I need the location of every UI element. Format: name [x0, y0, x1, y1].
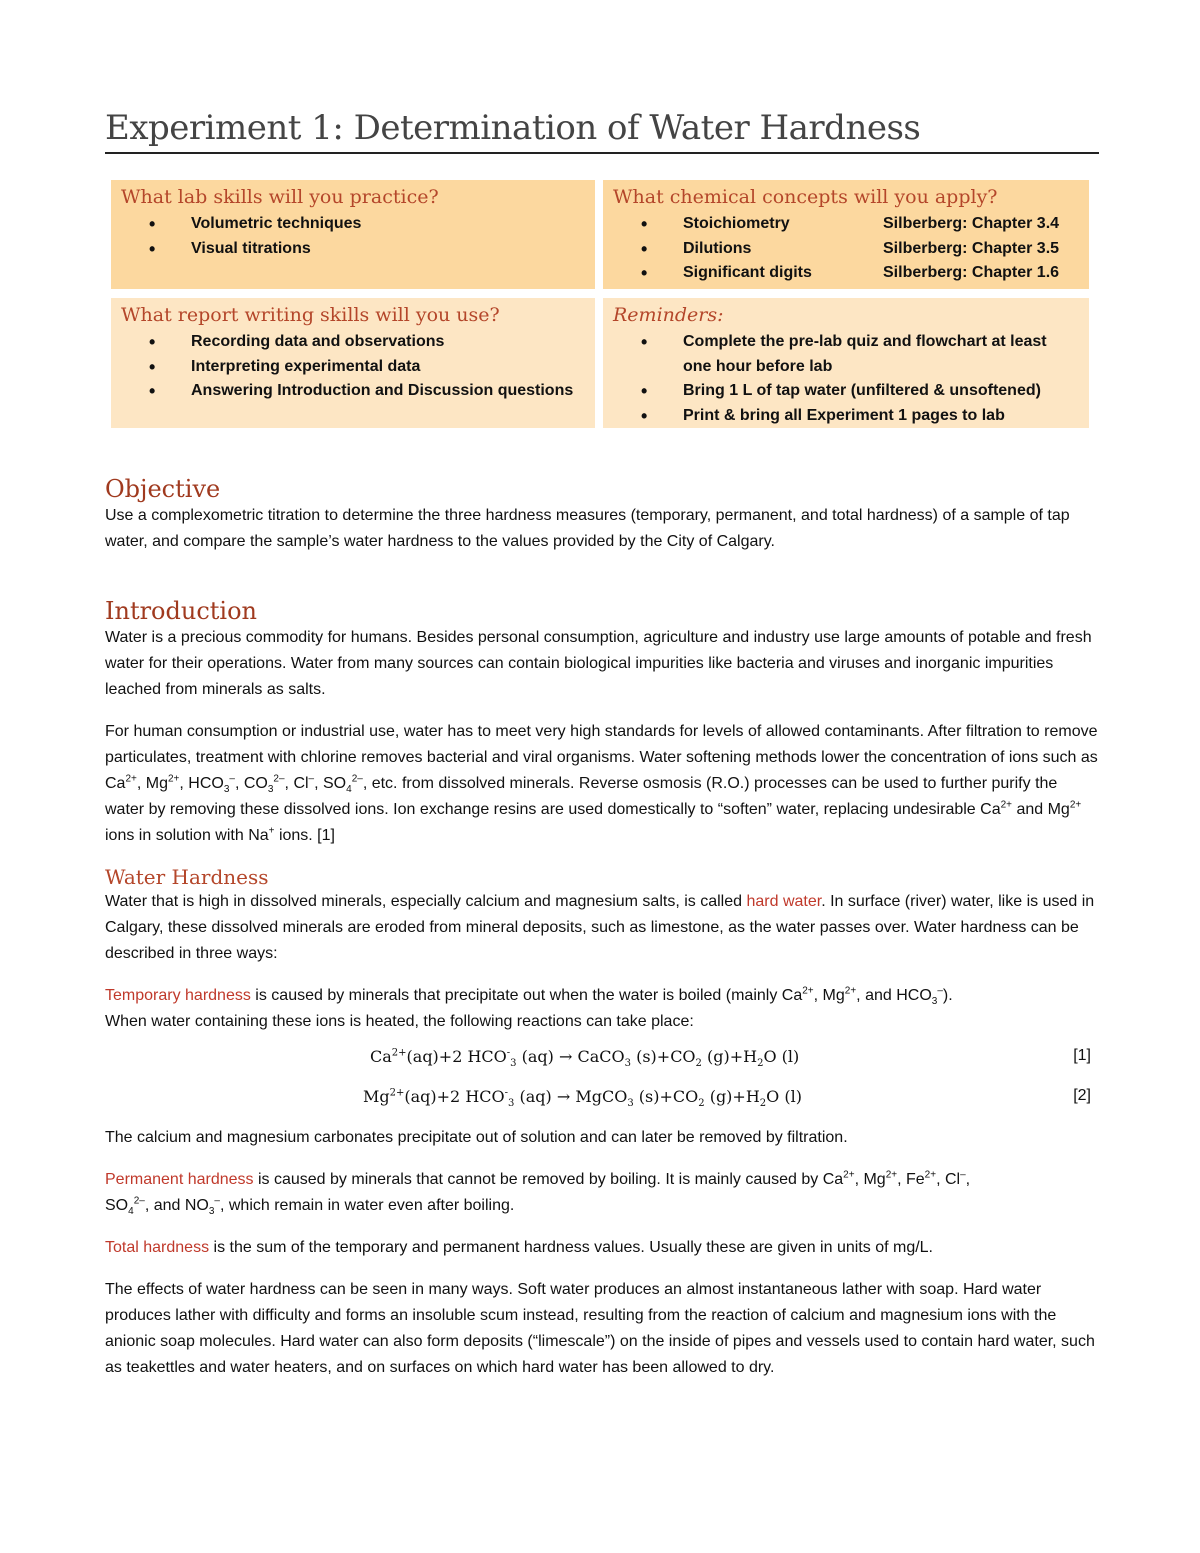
concept-label: Stoichiometry — [683, 215, 790, 232]
equation-2 — [105, 1079, 1099, 1119]
temporary-hardness-term: Temporary hardness — [105, 987, 251, 1004]
concept-label: Significant digits — [683, 264, 812, 281]
report-skills-box — [111, 298, 595, 428]
list-item: • Answering Introduction and Discussion questions — [149, 379, 585, 404]
document-page — [105, 108, 1099, 1381]
equation-1-expression: $Ca^{2+}(aq)+2$ $HCO^-_3$ (aq) → CaCO$_3$ $(s)+CO_2$ $(g)+H_2O$ (l) — [370, 1047, 800, 1070]
summary-boxes — [105, 180, 1099, 438]
permanent-hardness-term: Permanent hardness — [105, 1171, 254, 1188]
effects-paragraph: The effects of water hardness can be seen in many ways. Soft water produces an almost instantaneous lather with soap. Hard water produces lather with difficulty and forms an insoluble scum instead, resulting from the reaction of calcium and magnesium ions with the anionic soap molecules. Hard water can also form deposits (“limescale”) on the inside of pipes and vessels used to contain hard water, such as teakettles and water heaters, and on surfaces on which hard water has been allowed to dry. — [105, 1281, 1095, 1376]
concept-label: Dilutions — [683, 239, 752, 257]
hardness-paragraph-1 — [105, 889, 1099, 967]
list-item — [641, 237, 1079, 262]
equation-1 — [105, 1039, 1099, 1079]
concept-ref: Silberberg: Chapter 1.6 — [883, 264, 1060, 281]
list-item: • Bring 1 L of tap water (unfiltered & unsoftened) — [641, 379, 1079, 404]
objective-text: Use a complexometric titration to determine the three hardness measures (temporary, permanent, and total hardness) of a sample of tap water, and compare the sample’s water hardness to the values provided by the City of Calgary. — [105, 507, 1070, 550]
permanent-hardness-paragraph: Permanent hardness is caused by minerals that cannot be removed by boiling. It is mainly caused by $Ca^{2+}$, $Mg^{2+}$, $Fe^{2+}$, Cl–, $SO_4^{2-}$, and $NO_3^-$, which remain in water even after boiling. — [105, 1169, 971, 1218]
intro-paragraph-2: For human consumption or industrial use, water has to meet very high standards for levels of allowed contaminants. After filtration to remove particulates, treatment with chlorine removes bacterial and viral organisms. Water softening methods lower the concentration of ions such as $Ca^{2+}$, $Mg^{2+}$, $HCO_3^-$, $CO_3^{2-}$, Cl–, $SO_4^{2-}$, etc. from dissolved minerals. Reverse osmosis (R.O.) processes can be used to further purify the water by removing these dissolved ions. Ion exchange resins are used domestically to “soften” water, replacing undesirable $Ca^{2+}$ and $Mg^{2+}$ ions in solution with Na+ ions. [1] — [105, 723, 1098, 844]
list-item: • Visual titrations — [149, 237, 585, 262]
text-run: ions in solution with Na — [105, 827, 269, 844]
reminders-box — [603, 298, 1089, 428]
total-hardness-term: Total hardness — [105, 1239, 210, 1256]
equation-1-number: [1] — [1073, 1047, 1091, 1064]
temporary-hardness-paragraph: Temporary hardness is caused by minerals that precipitate out when the water is boiled (mainly $Ca^{2+}$, $Mg^{2+}$, and $HCO_3^-$). When water containing these ions is heated, the following reactions can take place: — [105, 985, 953, 1030]
text-run: Water that is high in dissolved minerals, especially calcium and magnesium salts, is called — [105, 893, 747, 910]
text-run: . In surface (river) water, like is used in Calgary, these dissolved minerals are eroded from mineral deposits, such as limestone, as the water passes over. Water hardness can be described in three ways: — [105, 893, 1095, 962]
concept-ref: Silberberg: Chapter 3.4 — [883, 215, 1060, 232]
water-hardness-heading: Water Hardness — [105, 865, 269, 889]
text-run: When water containing these ions is heated, the following reactions can take place: — [105, 1013, 694, 1030]
list-item — [641, 212, 1079, 237]
after-equation-text: The calcium and magnesium carbonates precipitate out of solution and can later be removed by filtration. — [105, 1129, 848, 1146]
intro-paragraph-1: Water is a precious commodity for humans. Besides personal consumption, agriculture and industry use large amounts of potable and fresh water for their operations. Water from many sources can contain biological impurities like bacteria and viruses and inorganic impurities leached from minerals as salts. — [105, 629, 1092, 698]
list-item: • Recording data and observations — [149, 330, 585, 355]
page-title: Experiment 1: Determination of Water Hardness — [105, 108, 1099, 154]
text-run: is caused by minerals that precipitate out when the water is boiled (mainly Ca — [250, 987, 803, 1004]
list-item: • Volumetric techniques — [149, 212, 585, 237]
text-run: For human consumption or industrial use, water has to meet very high standards for levels of allowed contaminants. After filtration to remove particulates, treatment with chlorine removes bacterial and viral organisms. Water softening methods lower the concentration of ions such as Ca — [105, 723, 1098, 792]
list-item — [641, 261, 1079, 286]
hard-water-term: hard water — [746, 893, 822, 910]
concept-ref: Silberberg: Chapter 3.5 — [883, 239, 1060, 257]
list-item: • Interpreting experimental data — [149, 355, 585, 380]
text-run: ions. [1] — [278, 827, 335, 844]
equation-2-expression: $Mg^{2+}(aq)+2$ $HCO^-_3$ (aq) → MgCO$_3$ $(s)+CO_2$ $(g)+H_2O$ (l) — [363, 1087, 802, 1110]
concepts-heading: What chemical concepts will you apply? — [613, 186, 998, 208]
list-item: • Complete the pre-lab quiz and flowchart at least one hour before lab — [641, 330, 1079, 379]
text-run: is the sum of the temporary and permanent hardness values. Usually these are given in units of mg/L. — [209, 1239, 933, 1256]
lab-skills-heading: What lab skills will you practice? — [121, 186, 439, 208]
total-hardness-paragraph — [105, 1235, 1099, 1261]
lab-skills-box — [111, 180, 595, 289]
list-item: • Print & bring all Experiment 1 pages to lab — [641, 404, 1079, 429]
concepts-box — [603, 180, 1089, 289]
objective-heading: Objective — [105, 475, 221, 503]
report-skills-heading: What report writing skills will you use? — [121, 304, 500, 326]
text-run: (R.O.) processes can be used to further purify the water by removing these dissolved ions. Ion exchange resins are used domestically to “soften” water, replacing undesirable Ca — [105, 775, 1058, 818]
text-run: is caused by minerals that cannot be removed by boiling. It is mainly caused by Ca — [253, 1171, 844, 1188]
introduction-heading: Introduction — [105, 597, 257, 625]
equation-2-number: [2] — [1073, 1087, 1091, 1104]
reminders-heading: Reminders: — [613, 304, 724, 326]
